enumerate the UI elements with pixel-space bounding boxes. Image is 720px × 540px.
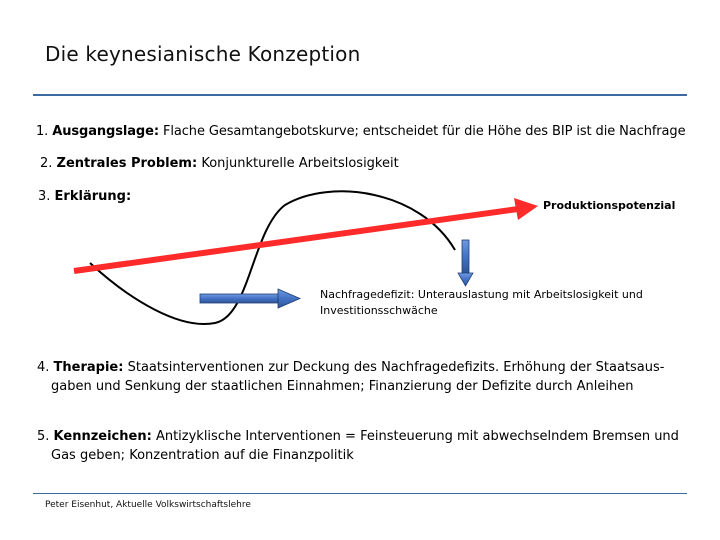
item-text-line2: Gas geben; Konzentration auf die Finanzpolitik [51,448,354,463]
deficit-label-line2: Investitionsschwäche [320,304,438,317]
demand-deficit-label [320,287,700,319]
item-text-line1: Antizyklische Interventionen = Feinsteuerung mit abwechselndem Bremsen und [155,429,679,444]
production-potential-line [74,209,518,271]
footer-text: Peter Eisenhut, Aktuelle Volkswirtschaftslehre [45,500,251,510]
item-text-line1: Staatsinterventionen zur Deckung des Nachfragedefizits. Erhöhung der Staatsaus- [127,360,665,375]
item-number: 3. [38,189,51,204]
deficit-label-line1: Nachfragedefizit: Unterauslastung mit Arbeitslosigkeit und [320,288,643,301]
item-number: 4. [37,360,50,375]
deficit-arrow-shaft [462,240,469,273]
item-text: Konjunkturelle Arbeitslosigkeit [201,156,399,171]
deficit-arrow-head [458,273,473,286]
production-potential-arrowhead [514,198,538,220]
item-heading: Therapie: [53,360,124,375]
item-therapie [37,358,687,396]
item-number: 5. [37,429,50,444]
item-heading: Zentrales Problem: [56,156,198,171]
item-heading: Ausgangslage: [52,124,159,139]
item-text-line2: gaben und Senkung der staatlichen Einnahmen; Finanzierung der Defizite durch Anleihen [51,379,634,394]
production-potential-label: Produktionspotenzial [543,199,676,212]
footer-divider [33,493,687,494]
slide-title: Die keynesianische Konzeption [45,42,361,66]
item-heading: Erklärung: [54,189,132,204]
item-number: 2. [40,156,53,171]
item-heading: Kennzeichen: [53,429,152,444]
item-number: 1. [36,124,49,139]
intervention-arrow-head [278,289,300,308]
item-kennzeichen [37,427,687,465]
item-text: Flache Gesamtangebotskurve; entscheidet für die Höhe des BIP ist die Nachfrage [163,124,686,139]
intervention-arrow-shaft [200,294,278,303]
